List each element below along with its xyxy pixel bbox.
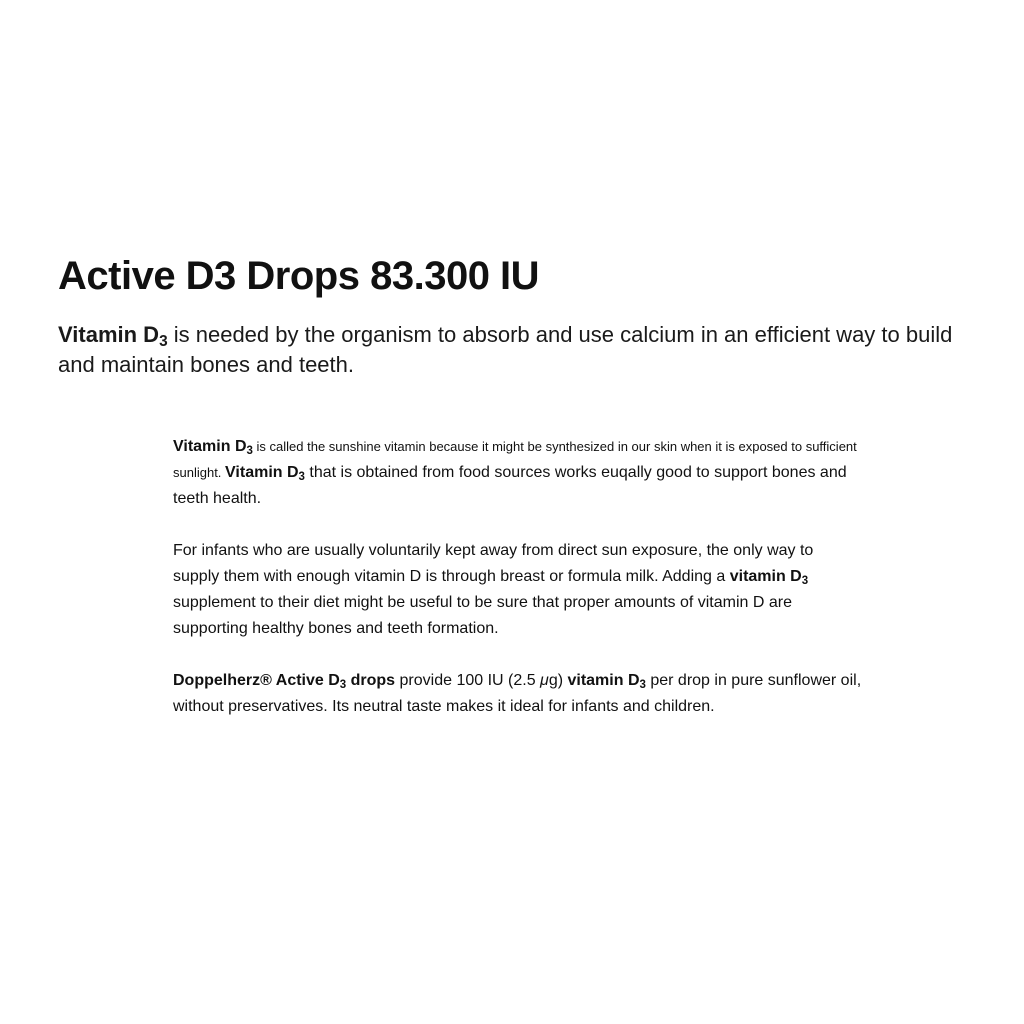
p2-vitamin-label — [730, 568, 808, 585]
p2-vitamin-subscript: 3 — [801, 574, 809, 587]
p3-brand-text: Doppelherz® Active D — [173, 672, 340, 689]
p3-text-2: g) — [548, 672, 568, 689]
p2-text-1: For infants who are usually voluntarily kept away from direct sun exposure, the only way to supply them with enough vitamin D is through breast or formula milk. Adding a — [173, 542, 814, 585]
p3-brand-subscript: 3 — [339, 678, 347, 691]
p3-text-1: provide 100 IU (2.5 — [395, 672, 541, 689]
p1-vitamin-subscript-1: 3 — [246, 444, 253, 457]
p3-text-3: per drop in pure sunflower oil, without preservatives. Its neutral taste makes it ideal for infants and children. — [173, 672, 862, 715]
paragraph-sunshine — [173, 434, 863, 512]
p1-vitamin-label-1 — [173, 438, 253, 455]
lead-text: is needed by the organism to absorb and use calcium in an efficient way to build and maintain bones and teeth. — [58, 322, 953, 377]
p3-vitamin-label — [567, 672, 645, 689]
p1-vitamin-subscript-2: 3 — [298, 470, 305, 483]
p1-vitamin-text-1: Vitamin D — [173, 438, 247, 455]
p1-vitamin-label-2 — [225, 464, 305, 481]
paragraph-infants — [173, 538, 863, 642]
p1-vitamin-text-2: Vitamin D — [225, 464, 299, 481]
lead-paragraph — [58, 320, 968, 380]
body-text — [173, 434, 863, 746]
page-title: Active D3 Drops 83.300 IU — [58, 254, 540, 298]
p1-small-text: is called the sunshine vitamin because it might be synthesized in our skin when it is exposed to sufficient sunlight. — [173, 439, 857, 480]
p3-brand-suffix: drops — [346, 672, 396, 689]
lead-vitamin-text: Vitamin D — [58, 322, 160, 347]
p3-micro-symbol: μ — [540, 672, 549, 689]
p2-vitamin-text: vitamin D — [729, 568, 802, 585]
lead-vitamin-label — [58, 322, 168, 350]
p2-text-2: supplement to their diet might be useful to be sure that proper amounts of vitamin D are supporting healthy bones and teeth formation. — [173, 594, 792, 637]
paragraph-product — [173, 668, 863, 720]
p1-text: that is obtained from food sources works euqally good to support bones and teeth health. — [173, 464, 847, 507]
lead-vitamin-subscript: 3 — [159, 332, 168, 350]
p3-vitamin-text: vitamin D — [567, 672, 640, 689]
p3-brand-label — [173, 672, 395, 689]
p3-vitamin-subscript: 3 — [639, 678, 646, 691]
